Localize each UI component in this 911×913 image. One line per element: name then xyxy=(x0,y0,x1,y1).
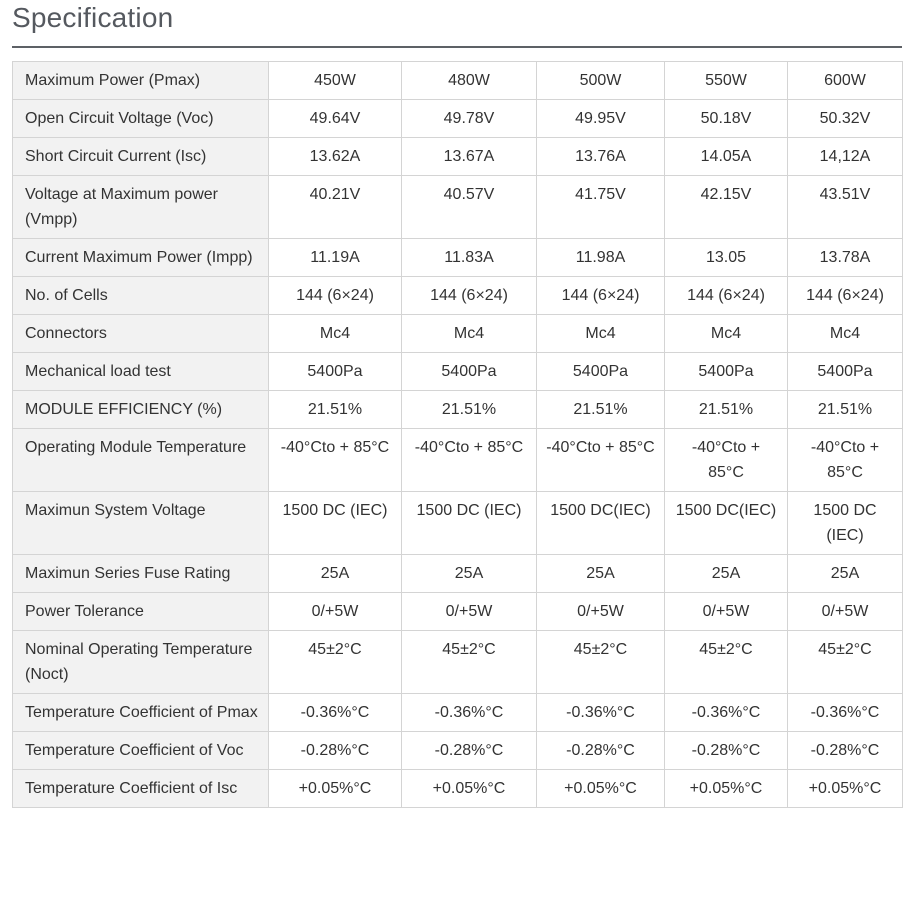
table-cell: 5400Pa xyxy=(788,353,903,391)
table-cell: 13.62A xyxy=(269,138,402,176)
table-cell: 0/+5W xyxy=(269,593,402,631)
table-cell: Mc4 xyxy=(269,315,402,353)
table-cell: 13.78A xyxy=(788,239,903,277)
specification-table xyxy=(12,61,903,808)
table-cell: 1500 DC(IEC) xyxy=(665,492,788,555)
table-cell: Mc4 xyxy=(665,315,788,353)
row-label: Current Maximum Power (Impp) xyxy=(13,239,269,277)
table-cell: Mc4 xyxy=(788,315,903,353)
table-cell: +0.05%°C xyxy=(788,770,903,808)
table-cell: +0.05%°C xyxy=(665,770,788,808)
table-cell: 25A xyxy=(402,555,537,593)
table-cell: +0.05%°C xyxy=(269,770,402,808)
table-cell: 550W xyxy=(665,62,788,100)
table-cell: 0/+5W xyxy=(788,593,903,631)
table-cell: 11.19A xyxy=(269,239,402,277)
table-cell: -0.28%°C xyxy=(788,732,903,770)
row-label: Open Circuit Voltage (Voc) xyxy=(13,100,269,138)
table-cell: 480W xyxy=(402,62,537,100)
table-cell: -40°Cto + 85°C xyxy=(402,429,537,492)
table-cell: 11.83A xyxy=(402,239,537,277)
table-cell: 144 (6×24) xyxy=(537,277,665,315)
table-row xyxy=(13,62,903,100)
table-cell: 40.21V xyxy=(269,176,402,239)
table-cell: -0.36%°C xyxy=(665,694,788,732)
table-cell: -0.28%°C xyxy=(402,732,537,770)
table-row xyxy=(13,429,903,492)
table-cell: 0/+5W xyxy=(402,593,537,631)
row-label: Temperature Coefficient of Voc xyxy=(13,732,269,770)
table-cell: 45±2°C xyxy=(402,631,537,694)
table-cell: 11.98A xyxy=(537,239,665,277)
row-label: Maximun Series Fuse Rating xyxy=(13,555,269,593)
table-row xyxy=(13,176,903,239)
table-cell: 0/+5W xyxy=(665,593,788,631)
table-row xyxy=(13,277,903,315)
table-cell: 144 (6×24) xyxy=(402,277,537,315)
table-cell: 45±2°C xyxy=(537,631,665,694)
table-cell: 21.51% xyxy=(269,391,402,429)
table-cell: 14.05A xyxy=(665,138,788,176)
table-cell: -0.36%°C xyxy=(269,694,402,732)
table-cell: -40°Cto + 85°C xyxy=(788,429,903,492)
table-cell: 45±2°C xyxy=(269,631,402,694)
row-label: Maximum Power (Pmax) xyxy=(13,62,269,100)
table-cell: -40°Cto + 85°C xyxy=(537,429,665,492)
table-cell: -40°Cto + 85°C xyxy=(665,429,788,492)
table-row xyxy=(13,315,903,353)
table-cell: 50.18V xyxy=(665,100,788,138)
table-cell: 5400Pa xyxy=(269,353,402,391)
table-cell: 50.32V xyxy=(788,100,903,138)
table-cell: 25A xyxy=(788,555,903,593)
table-row xyxy=(13,555,903,593)
table-cell: 45±2°C xyxy=(665,631,788,694)
table-cell: 1500 DC (IEC) xyxy=(269,492,402,555)
row-label: Short Circuit Current (Isc) xyxy=(13,138,269,176)
table-cell: 144 (6×24) xyxy=(665,277,788,315)
table-cell: 21.51% xyxy=(788,391,903,429)
table-cell: 5400Pa xyxy=(402,353,537,391)
table-cell: 1500 DC (IEC) xyxy=(788,492,903,555)
table-cell: -0.36%°C xyxy=(537,694,665,732)
table-cell: -0.36%°C xyxy=(788,694,903,732)
table-cell: 14,12A xyxy=(788,138,903,176)
table-cell: +0.05%°C xyxy=(537,770,665,808)
row-label: MODULE EFFICIENCY (%) xyxy=(13,391,269,429)
table-cell: Mc4 xyxy=(537,315,665,353)
table-cell: -0.36%°C xyxy=(402,694,537,732)
table-cell: 40.57V xyxy=(402,176,537,239)
table-cell: 41.75V xyxy=(537,176,665,239)
table-cell: -0.28%°C xyxy=(537,732,665,770)
table-row xyxy=(13,593,903,631)
table-row xyxy=(13,353,903,391)
table-row xyxy=(13,239,903,277)
table-cell: 144 (6×24) xyxy=(788,277,903,315)
row-label: Nominal Operating Temperature (Noct) xyxy=(13,631,269,694)
table-row xyxy=(13,694,903,732)
table-cell: 13.76A xyxy=(537,138,665,176)
row-label: Mechanical load test xyxy=(13,353,269,391)
table-row xyxy=(13,631,903,694)
table-cell: -0.28%°C xyxy=(665,732,788,770)
table-cell: 5400Pa xyxy=(665,353,788,391)
table-cell: 21.51% xyxy=(537,391,665,429)
row-label: Voltage at Maximum power (Vmpp) xyxy=(13,176,269,239)
title-divider xyxy=(12,46,902,48)
table-cell: +0.05%°C xyxy=(402,770,537,808)
table-row xyxy=(13,732,903,770)
table-cell: -40°Cto + 85°C xyxy=(269,429,402,492)
table-cell: 1500 DC(IEC) xyxy=(537,492,665,555)
table-cell: -0.28%°C xyxy=(269,732,402,770)
row-label: No. of Cells xyxy=(13,277,269,315)
table-cell: 21.51% xyxy=(665,391,788,429)
table-row xyxy=(13,391,903,429)
table-row xyxy=(13,100,903,138)
table-row xyxy=(13,770,903,808)
table-cell: 25A xyxy=(665,555,788,593)
table-cell: 144 (6×24) xyxy=(269,277,402,315)
table-cell: Mc4 xyxy=(402,315,537,353)
table-row xyxy=(13,492,903,555)
row-label: Maximun System Voltage xyxy=(13,492,269,555)
row-label: Temperature Coefficient of Pmax xyxy=(13,694,269,732)
table-cell: 43.51V xyxy=(788,176,903,239)
table-cell: 5400Pa xyxy=(537,353,665,391)
table-cell: 1500 DC (IEC) xyxy=(402,492,537,555)
table-cell: 500W xyxy=(537,62,665,100)
table-cell: 0/+5W xyxy=(537,593,665,631)
table-cell: 49.95V xyxy=(537,100,665,138)
table-row xyxy=(13,138,903,176)
table-cell: 13.05 xyxy=(665,239,788,277)
table-cell: 25A xyxy=(269,555,402,593)
table-cell: 45±2°C xyxy=(788,631,903,694)
table-cell: 49.78V xyxy=(402,100,537,138)
table-cell: 25A xyxy=(537,555,665,593)
table-cell: 600W xyxy=(788,62,903,100)
row-label: Temperature Coefficient of Isc xyxy=(13,770,269,808)
table-cell: 450W xyxy=(269,62,402,100)
row-label: Power Tolerance xyxy=(13,593,269,631)
row-label: Connectors xyxy=(13,315,269,353)
table-cell: 42.15V xyxy=(665,176,788,239)
page-title: Specification xyxy=(12,2,174,33)
row-label: Operating Module Temperature xyxy=(13,429,269,492)
table-cell: 49.64V xyxy=(269,100,402,138)
table-cell: 13.67A xyxy=(402,138,537,176)
table-cell: 21.51% xyxy=(402,391,537,429)
